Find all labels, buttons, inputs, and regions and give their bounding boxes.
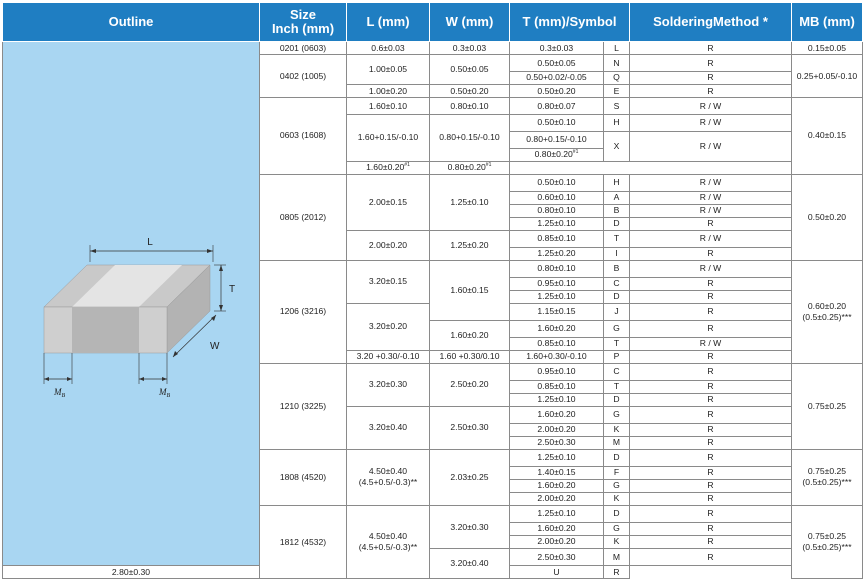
soldering-cell: R / W <box>630 260 792 277</box>
mb-cell: 0.25+0.05/-0.10 <box>792 55 863 98</box>
w-cell: 1.25±0.10 <box>430 174 510 230</box>
symbol-cell: K <box>604 492 630 505</box>
footnote-mark: #1 <box>485 162 492 169</box>
mb-left-m: M <box>54 387 62 397</box>
soldering-cell: R <box>630 506 792 523</box>
dim-l-label: L <box>147 237 153 248</box>
t-cell: 0.50+0.02/-0.05 <box>510 71 604 84</box>
t-cell: 0.80+0.15/-0.10 <box>510 131 604 148</box>
mb-right-m: M <box>159 387 167 397</box>
mb-cell <box>792 506 863 579</box>
t-cell: 1.15±0.15 <box>510 303 604 320</box>
symbol-cell: P <box>604 350 630 363</box>
footnote-mark: #1 <box>404 162 410 169</box>
soldering-cell: R <box>630 42 792 55</box>
mb-left-sub: B <box>61 393 66 399</box>
t-cell: 2.00±0.20 <box>510 535 604 548</box>
symbol-cell: I <box>604 247 630 260</box>
w-cell: 3.20±0.40 <box>430 549 510 579</box>
symbol-cell: H <box>604 174 630 191</box>
soldering-cell: R <box>630 85 792 98</box>
soldering-cell: R <box>630 466 792 479</box>
mb-alt-value: (0.5±0.25)*** <box>802 311 852 322</box>
soldering-cell: R <box>630 406 792 423</box>
symbol-cell: Q <box>604 71 630 84</box>
symbol-cell: K <box>604 535 630 548</box>
l-value: 4.50±0.40 <box>368 531 408 542</box>
soldering-cell: R <box>630 535 792 548</box>
size-cell: 1210 (3225) <box>260 363 347 449</box>
capacitor-dimensions-table <box>2 2 863 579</box>
t-cell: 1.25±0.10 <box>510 449 604 466</box>
t-cell: 1.25±0.10 <box>510 217 604 230</box>
mb-cell: 0.40±0.15 <box>792 98 863 175</box>
t-cell: 1.25±0.10 <box>510 290 604 303</box>
symbol-cell: B <box>604 260 630 277</box>
symbol-cell: M <box>604 436 630 449</box>
symbol-cell: C <box>604 363 630 380</box>
soldering-cell: R <box>630 393 792 406</box>
mb-alt-value: (0.5±0.25)*** <box>802 477 852 488</box>
t-cell: 0.50±0.05 <box>510 55 604 72</box>
header-outline: Outline <box>3 3 260 42</box>
soldering-cell: R <box>630 449 792 466</box>
symbol-cell: M <box>604 549 630 566</box>
t-cell: 1.25±0.10 <box>510 506 604 523</box>
symbol-cell: A <box>604 191 630 204</box>
t-value: 0.80±0.20 <box>534 149 573 160</box>
t-cell: 0.3±0.03 <box>510 42 604 55</box>
t-cell: 0.85±0.10 <box>510 230 604 247</box>
symbol-cell: D <box>604 217 630 230</box>
l-cell: 0.6±0.03 <box>347 42 430 55</box>
t-cell: 2.50±0.30 <box>510 549 604 566</box>
symbol-cell: G <box>604 320 630 337</box>
symbol-cell: S <box>604 98 630 115</box>
t-cell: 0.80±0.07 <box>510 98 604 115</box>
size-cell: 0201 (0603) <box>260 42 347 55</box>
w-cell: 2.50±0.30 <box>430 406 510 449</box>
l-cell: 2.00±0.20 <box>347 230 430 260</box>
symbol-cell: H <box>604 114 630 131</box>
l-cell <box>347 449 430 505</box>
t-cell: 0.95±0.10 <box>510 363 604 380</box>
t-cell: 0.50±0.10 <box>510 114 604 131</box>
w-value: 0.80±0.20 <box>447 162 486 173</box>
symbol-cell: G <box>604 479 630 492</box>
w-cell: 1.60±0.15 <box>430 260 510 320</box>
soldering-cell: R / W <box>630 174 792 191</box>
mb-value: 0.60±0.20 <box>807 300 847 311</box>
soldering-cell: R <box>630 350 792 363</box>
w-cell: 0.3±0.03 <box>430 42 510 55</box>
l-cell: 1.00±0.20 <box>347 85 430 98</box>
l-cell: 3.20±0.40 <box>347 406 430 449</box>
t-cell: 0.50±0.20 <box>510 85 604 98</box>
t-cell: 0.85±0.10 <box>510 337 604 350</box>
symbol-cell: C <box>604 277 630 290</box>
mb-cell: 0.15±0.05 <box>792 42 863 55</box>
symbol-cell: K <box>604 423 630 436</box>
t-cell <box>510 148 604 161</box>
symbol-cell: T <box>604 337 630 350</box>
symbol-cell: D <box>604 449 630 466</box>
l-cell: 1.60±0.10 <box>347 98 430 115</box>
t-cell: 1.25±0.10 <box>510 393 604 406</box>
w-cell: 1.60 +0.30/0.10 <box>430 350 510 363</box>
header-size-line1: Size <box>289 7 316 22</box>
soldering-cell: R <box>630 303 792 320</box>
t-cell: 2.50±0.30 <box>510 436 604 449</box>
w-cell: 2.50±0.20 <box>430 363 510 406</box>
size-cell: 0603 (1608) <box>260 98 347 175</box>
symbol-cell: J <box>604 303 630 320</box>
t-cell: 0.60±0.10 <box>510 191 604 204</box>
soldering-cell: R / W <box>630 98 792 115</box>
symbol-cell: D <box>604 506 630 523</box>
size-cell: 1812 (4532) <box>260 506 347 579</box>
header-size <box>260 3 347 42</box>
w-cell: 0.80±0.10 <box>430 98 510 115</box>
soldering-cell: R / W <box>630 191 792 204</box>
t-cell: 0.50±0.10 <box>510 174 604 191</box>
soldering-cell: R <box>630 290 792 303</box>
w-cell: 3.20±0.30 <box>430 506 510 549</box>
mb-cell <box>792 260 863 363</box>
size-cell: 1206 (3216) <box>260 260 347 363</box>
soldering-cell: R / W <box>630 337 792 350</box>
symbol-cell: T <box>604 230 630 247</box>
t-cell: 1.25±0.20 <box>510 247 604 260</box>
w-cell: 1.60±0.20 <box>430 320 510 350</box>
l-cell: 1.00±0.05 <box>347 55 430 85</box>
header-size-line2: Inch (mm) <box>271 21 335 36</box>
soldering-cell: R <box>630 277 792 290</box>
symbol-cell: F <box>604 466 630 479</box>
l-value: 1.60±0.20 <box>366 162 405 173</box>
symbol-cell: N <box>604 55 630 72</box>
mb-cell <box>792 449 863 505</box>
soldering-cell: R / W <box>630 114 792 131</box>
l-cell <box>347 161 430 174</box>
mb-right-label <box>158 387 171 399</box>
t-cell: 1.40±0.15 <box>510 466 604 479</box>
mb-left-label <box>53 387 66 399</box>
dim-w-label: W <box>210 341 220 352</box>
header-soldering-method: SolderingMethod * <box>630 3 792 42</box>
l-alt-value: (4.5+0.5/-0.3)** <box>358 542 418 553</box>
size-cell: 0805 (2012) <box>260 174 347 260</box>
mb-cell: 0.50±0.20 <box>792 174 863 260</box>
mb-right-sub: B <box>166 393 171 399</box>
soldering-cell: R / W <box>630 204 792 217</box>
t-cell: 1.60±0.20 <box>510 522 604 535</box>
t-cell: 1.60±0.20 <box>510 406 604 423</box>
table-row <box>3 42 863 55</box>
mb-cell: 0.75±0.25 <box>792 363 863 449</box>
l-cell: 3.20±0.20 <box>347 303 430 350</box>
soldering-cell: R <box>630 247 792 260</box>
l-alt-value: (4.5+0.5/-0.3)** <box>358 477 418 488</box>
symbol-cell: T <box>604 380 630 393</box>
soldering-cell: R <box>630 436 792 449</box>
symbol-cell: G <box>604 406 630 423</box>
mb-alt-value: (0.5±0.25)*** <box>802 542 852 553</box>
t-cell: 0.80±0.10 <box>510 204 604 217</box>
symbol-cell: E <box>604 85 630 98</box>
size-cell: 1808 (4520) <box>260 449 347 505</box>
w-cell: 2.03±0.25 <box>430 449 510 505</box>
l-cell: 3.20±0.15 <box>347 260 430 303</box>
soldering-cell: R / W <box>630 131 792 161</box>
w-cell: 0.50±0.05 <box>430 55 510 85</box>
w-cell: 1.25±0.20 <box>430 230 510 260</box>
soldering-cell: R / W <box>630 230 792 247</box>
soldering-cell: R <box>630 55 792 72</box>
t-cell: 0.80±0.10 <box>510 260 604 277</box>
l-cell: 1.60+0.15/-0.10 <box>347 114 430 161</box>
soldering-cell: R <box>630 522 792 535</box>
header-w: W (mm) <box>430 3 510 42</box>
header-l: L (mm) <box>347 3 430 42</box>
outline-diagram-cell <box>3 42 260 566</box>
header-row <box>3 3 863 42</box>
soldering-cell: R <box>630 380 792 393</box>
t-cell: 1.60±0.20 <box>510 479 604 492</box>
symbol-cell: U <box>510 566 604 579</box>
symbol-cell: L <box>604 42 630 55</box>
soldering-cell: R <box>630 71 792 84</box>
l-cell: 3.20±0.30 <box>347 363 430 406</box>
w-cell: 0.50±0.20 <box>430 85 510 98</box>
l-cell: 2.00±0.15 <box>347 174 430 230</box>
spacer-cell <box>510 161 792 174</box>
symbol-cell: G <box>604 522 630 535</box>
t-cell: 2.00±0.20 <box>510 423 604 436</box>
t-cell: 2.00±0.20 <box>510 492 604 505</box>
symbol-cell: D <box>604 393 630 406</box>
soldering-cell: R <box>630 363 792 380</box>
symbol-cell: X <box>604 131 630 161</box>
soldering-cell: R <box>630 320 792 337</box>
l-cell <box>347 506 430 579</box>
soldering-cell: R <box>630 217 792 230</box>
chip-outline-diagram <box>3 42 260 562</box>
w-cell <box>430 161 510 174</box>
l-cell: 3.20 +0.30/-0.10 <box>347 350 430 363</box>
size-cell: 0402 (1005) <box>260 55 347 98</box>
footnote-mark: #1 <box>572 149 579 156</box>
symbol-cell: D <box>604 290 630 303</box>
t-cell: 2.80±0.30 <box>3 566 260 579</box>
mb-value: 0.75±0.25 <box>807 466 847 477</box>
header-mb: MB (mm) <box>792 3 863 42</box>
soldering-cell: R <box>604 566 630 579</box>
soldering-cell: R <box>630 549 792 566</box>
dim-t-label: T <box>229 284 236 295</box>
l-value: 4.50±0.40 <box>368 466 408 477</box>
t-cell: 0.85±0.10 <box>510 380 604 393</box>
mb-value: 0.75±0.25 <box>807 531 847 542</box>
soldering-cell: R <box>630 479 792 492</box>
t-cell: 1.60±0.20 <box>510 320 604 337</box>
soldering-cell: R <box>630 423 792 436</box>
symbol-cell: B <box>604 204 630 217</box>
w-cell: 0.80+0.15/-0.10 <box>430 114 510 161</box>
t-cell: 1.60+0.30/-0.10 <box>510 350 604 363</box>
header-t-symbol: T (mm)/Symbol <box>510 3 630 42</box>
soldering-cell: R <box>630 492 792 505</box>
t-cell: 0.95±0.10 <box>510 277 604 290</box>
